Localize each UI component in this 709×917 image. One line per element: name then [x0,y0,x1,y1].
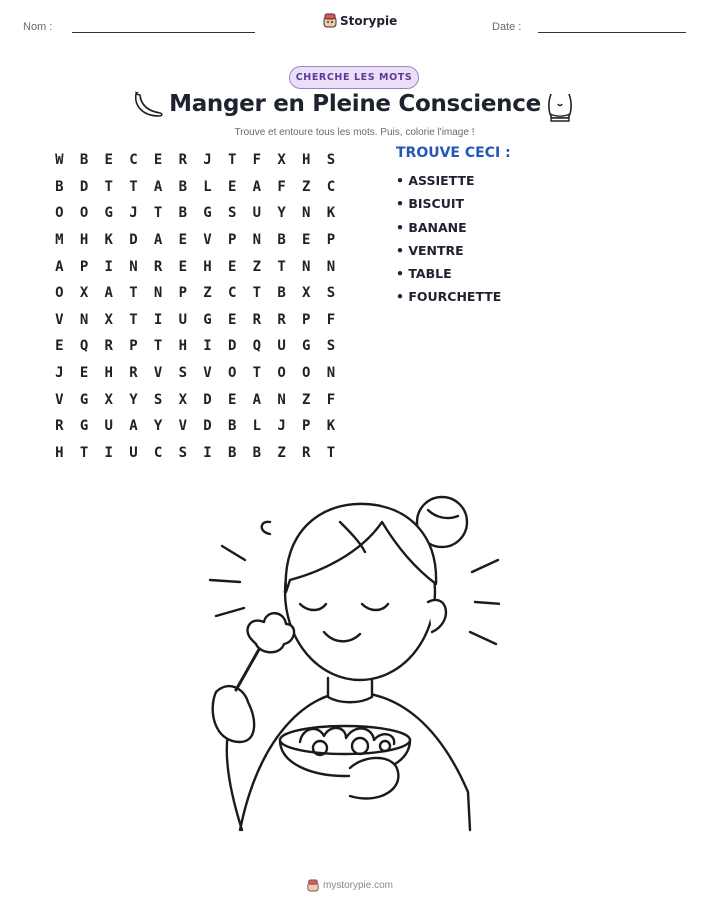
grid-letter[interactable]: A [104,285,113,302]
grid-letter[interactable]: H [55,444,64,461]
grid-letter[interactable]: N [277,391,286,408]
word-item: • FOURCHETTE [396,289,502,305]
word-item: • ASSIETTE [396,173,475,188]
grid-letter[interactable]: G [203,205,212,222]
grid-letter[interactable]: R [55,418,64,435]
grid-letter[interactable]: Y [129,391,138,408]
grid-letter[interactable]: T [277,258,286,275]
word-search-grid [47,147,343,466]
belly-icon [545,90,575,122]
grid-letter[interactable]: E [227,178,237,195]
date-label: Date : [492,21,522,33]
grid-letter[interactable]: D [203,418,212,435]
grid-letter[interactable]: I [203,338,212,355]
grid-letter[interactable]: G [104,205,113,222]
grid-letter[interactable]: S [326,152,336,169]
grid-letter[interactable]: D [203,391,212,408]
grid-letter[interactable]: T [129,178,138,195]
grid-letter[interactable]: X [104,311,113,328]
grid-letter[interactable]: B [227,418,237,435]
grid-letter[interactable]: L [252,418,262,435]
grid-letter[interactable]: H [178,338,187,355]
grid-letter[interactable]: V [55,391,64,408]
grid-letter[interactable]: O [277,365,286,382]
name-label: Nom : [23,21,53,33]
grid-letter[interactable]: S [326,338,336,355]
grid-letter[interactable]: E [104,152,113,169]
grid-letter[interactable]: E [227,258,237,275]
grid-letter[interactable]: S [153,391,163,408]
grid-letter[interactable]: J [55,365,64,382]
grid-letter[interactable]: O [302,365,311,382]
grid-letter[interactable]: B [178,205,187,222]
grid-letter[interactable]: C [153,444,163,461]
grid-letter[interactable]: S [178,444,187,461]
grid-letter[interactable]: B [79,152,89,169]
grid-letter[interactable]: C [326,178,336,195]
word-item: • BISCUIT [396,196,465,212]
grid-letter[interactable]: F [252,152,262,169]
grid-letter[interactable]: D [227,338,237,355]
grid-letter[interactable]: D [79,178,89,195]
storypie-logo-icon [323,13,337,28]
grid-letter[interactable]: E [178,232,187,249]
grid-letter[interactable]: K [326,418,336,435]
grid-letter[interactable]: Z [302,391,311,408]
grid-letter[interactable]: T [104,178,113,195]
grid-letter[interactable]: G [302,338,311,355]
grid-letter[interactable]: V [178,418,187,435]
grid-letter[interactable]: P [326,232,336,249]
grid-letter[interactable]: A [129,418,138,435]
grid-letter[interactable]: S [178,365,187,382]
grid-letter[interactable]: E [178,258,187,275]
grid-letter[interactable]: R [178,152,187,169]
grid-letter[interactable]: I [104,444,113,461]
grid-letter[interactable]: E [227,311,237,328]
grid-letter[interactable]: T [153,338,163,355]
grid-letter[interactable]: R [104,338,113,355]
grid-letter[interactable]: A [153,232,163,249]
grid-letter[interactable]: L [203,178,212,195]
name-line[interactable] [72,32,255,33]
word-item: • TABLE [396,266,452,282]
grid-letter[interactable]: J [277,418,286,435]
grid-letter[interactable]: P [302,418,311,435]
grid-letter[interactable]: A [55,258,64,275]
grid-letter[interactable]: G [79,418,89,435]
grid-letter[interactable]: X [302,285,311,302]
grid-letter[interactable]: G [203,311,212,328]
grid-letter[interactable]: P [227,232,237,249]
grid-letter[interactable]: K [326,205,336,222]
grid-letter[interactable]: G [79,391,89,408]
grid-letter[interactable]: J [129,205,138,222]
word-item: • VENTRE [396,242,464,258]
grid-letter[interactable]: N [252,232,262,249]
grid-letter[interactable]: H [302,152,311,169]
grid-letter[interactable]: Q [252,338,262,355]
grid-letter[interactable]: J [203,152,212,169]
grid-letter[interactable]: P [178,285,187,302]
grid-letter[interactable]: H [203,258,212,275]
grid-letter[interactable]: Z [302,178,311,195]
grid-letter[interactable]: X [79,285,89,302]
grid-letter[interactable]: O [55,205,64,222]
grid-letter[interactable]: B [227,444,237,461]
grid-letter[interactable]: S [326,285,336,302]
instructions: Trouve et entoure tous les mots. Puis, colorie l'image ! [234,127,475,138]
grid-letter[interactable]: Y [277,205,286,222]
grid-letter[interactable]: S [227,205,237,222]
activity-badge: CHERCHE LES MOTS [289,66,419,89]
grid-letter[interactable]: R [302,444,311,461]
grid-letter[interactable]: A [252,178,262,195]
grid-letter[interactable]: K [104,232,113,249]
grid-letter[interactable]: Z [252,258,262,275]
grid-letter[interactable]: A [153,178,163,195]
grid-letter[interactable]: U [277,338,286,355]
date-line[interactable] [538,32,686,33]
grid-letter[interactable]: P [79,258,89,275]
grid-letter[interactable]: H [104,365,113,382]
grid-letter[interactable]: E [227,391,237,408]
page-title: Manger en Pleine Conscience [169,91,541,117]
grid-letter[interactable]: C [129,152,138,169]
grid-letter[interactable]: R [277,311,286,328]
grid-letter[interactable]: R [252,311,262,328]
grid-letter[interactable]: N [153,285,163,302]
grid-letter[interactable]: N [326,365,336,382]
storypie-logo-icon [307,879,319,892]
grid-letter[interactable]: T [252,365,262,382]
grid-letter[interactable]: H [79,232,89,249]
grid-letter[interactable]: V [203,232,212,249]
grid-letter[interactable]: N [302,205,311,222]
grid-letter[interactable]: T [129,285,138,302]
grid-letter[interactable]: F [326,311,336,328]
grid-letter[interactable]: D [129,232,138,249]
grid-letter[interactable]: U [129,444,138,461]
word-list [396,170,501,310]
footer-url[interactable]: mystorypie.com [323,880,394,891]
grid-letter[interactable]: Y [153,418,163,435]
grid-letter[interactable]: U [104,418,113,435]
grid-letter[interactable]: N [326,258,336,275]
grid-letter[interactable]: V [55,311,64,328]
grid-letter[interactable]: I [104,258,113,275]
grid-letter[interactable]: Q [79,338,89,355]
grid-letter[interactable]: F [326,391,336,408]
grid-letter[interactable]: P [129,338,138,355]
grid-letter[interactable]: N [79,311,89,328]
grid-letter[interactable]: I [203,444,212,461]
grid-letter[interactable]: U [252,205,262,222]
footer [307,879,393,892]
grid-letter[interactable]: N [129,258,138,275]
grid-letter[interactable]: C [227,285,237,302]
grid-letter[interactable]: O [227,365,237,382]
coloring-illustration [200,492,500,847]
brand [323,13,397,28]
grid-letter[interactable]: T [326,444,336,461]
grid-letter[interactable]: B [252,444,262,461]
grid-letter[interactable]: P [302,311,311,328]
grid-letter[interactable]: R [129,365,138,382]
grid-letter[interactable]: B [277,285,286,302]
grid-letter[interactable]: U [178,311,187,328]
grid-letter[interactable]: X [277,152,286,169]
grid-letter[interactable]: E [302,232,311,249]
grid-letter[interactable]: T [79,444,89,461]
grid-letter[interactable]: A [252,391,262,408]
grid-letter[interactable]: T [227,152,237,169]
grid-letter[interactable]: E [79,365,89,382]
grid-letter[interactable]: O [79,205,89,222]
word-list-title: TROUVE CECI : [396,145,511,161]
grid-letter[interactable]: Z [203,285,212,302]
grid-letter[interactable]: Z [277,444,286,461]
grid-letter[interactable]: E [55,338,64,355]
grid-letter[interactable]: T [153,205,163,222]
grid-letter[interactable]: M [55,232,64,249]
grid-letter[interactable]: N [302,258,311,275]
grid-letter[interactable]: I [153,311,163,328]
grid-letter[interactable]: T [252,285,262,302]
grid-letter[interactable]: W [55,152,64,169]
grid-letter[interactable]: B [178,178,187,195]
grid-letter[interactable]: B [277,232,286,249]
grid-letter[interactable]: O [55,285,64,302]
grid-letter[interactable]: X [178,391,187,408]
grid-letter[interactable]: V [153,365,163,382]
brand-name: Storypie [340,13,398,28]
grid-letter[interactable]: F [277,178,286,195]
grid-letter[interactable]: X [104,391,113,408]
grid-letter[interactable]: B [55,178,64,195]
grid-letter[interactable]: E [153,152,163,169]
word-item: • BANANE [396,219,467,235]
grid-letter[interactable]: T [129,311,138,328]
grid-letter[interactable]: R [153,258,163,275]
grid-letter[interactable]: V [203,365,212,382]
